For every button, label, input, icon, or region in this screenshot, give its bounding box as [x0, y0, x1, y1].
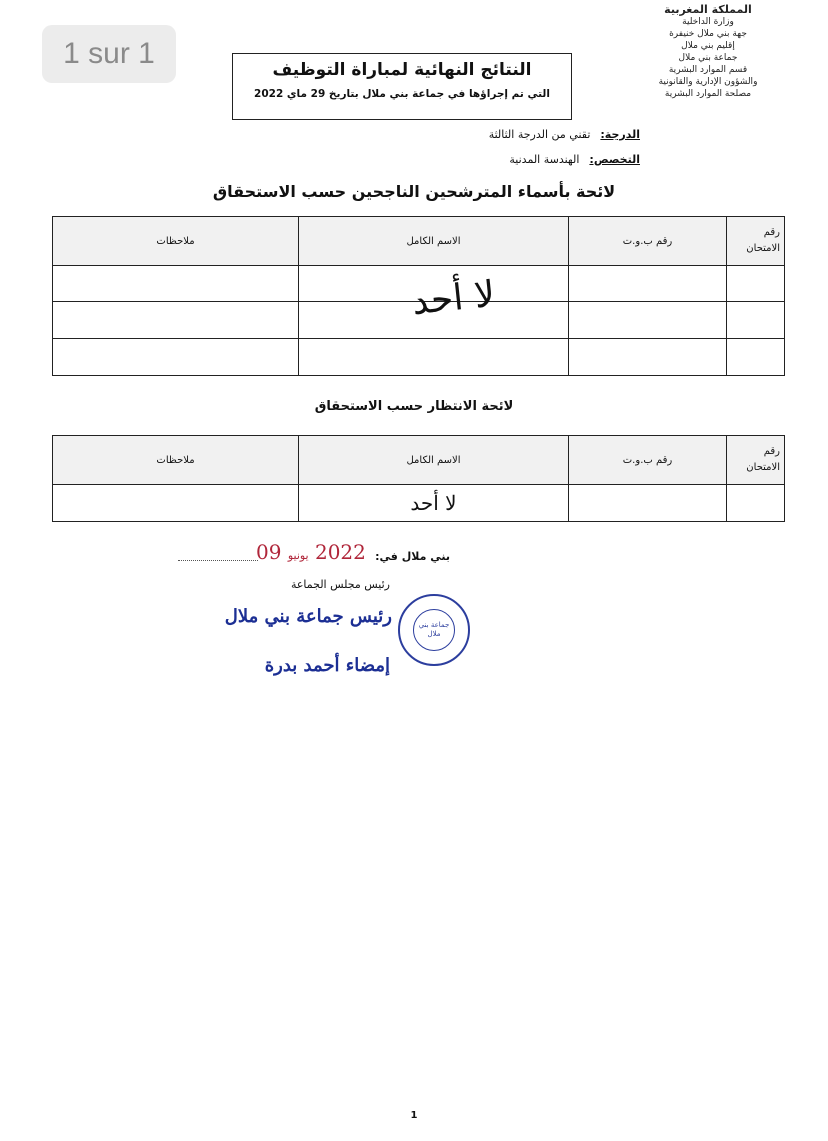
letterhead-line: وزارة الداخلية: [682, 17, 734, 27]
date-day: 09: [256, 540, 282, 564]
document-subtitle: التي تم إجراؤها في جماعة بني ملال بتاريخ 29 ماي 2022: [254, 88, 550, 100]
column-header: ملاحظات: [53, 436, 299, 485]
specialty-label: التخصص:: [589, 153, 640, 166]
column-header: رقم ب.و.ت: [569, 217, 727, 266]
waiting-list-heading: لائحة الانتظار حسب الاستحقاق: [314, 399, 514, 414]
page-number: 1: [410, 1110, 418, 1121]
grade-label: الدرجة:: [600, 128, 640, 141]
column-header: الاسم الكامل: [299, 217, 569, 266]
letterhead-line: جهة بني ملال خنيفرة: [669, 29, 747, 39]
table-row: [53, 339, 785, 376]
letterhead-line: مصلحة الموارد البشرية: [664, 89, 752, 99]
letterhead-line: والشؤون الإدارية والقانونية: [658, 77, 758, 87]
grade-line: [489, 128, 640, 141]
date-year: 2022: [314, 540, 366, 564]
letterhead-line: إقليم بني ملال: [681, 41, 735, 51]
column-header: ملاحظات: [53, 217, 299, 266]
signature-name-line: رئيس جماعة بني ملال: [224, 606, 392, 627]
specialty-value: الهندسة المدنية: [509, 153, 580, 166]
specialty-line: [509, 153, 640, 166]
table-row: [53, 485, 785, 522]
column-header: رقم الامتحان: [727, 436, 785, 485]
signatory-title: رئيس مجلس الجماعة: [290, 578, 390, 591]
stamp-text: جماعة بني ملال: [413, 609, 455, 651]
table-header-row: [53, 217, 785, 266]
grade-value: تقني من الدرجة الثالثة: [488, 128, 591, 141]
date-month: يونيو: [287, 549, 309, 562]
table-header-row: [53, 436, 785, 485]
title-box: [232, 53, 572, 120]
column-header: رقم الامتحان: [727, 217, 785, 266]
handwritten-date: [256, 540, 366, 564]
document-title: النتائج النهائية لمباراة التوظيف: [272, 60, 532, 80]
official-stamp: [398, 594, 470, 666]
dotted-line: [178, 560, 258, 561]
none-handwritten: لا أحد: [410, 273, 498, 324]
column-header: رقم ب.و.ت: [569, 436, 727, 485]
letterhead: [618, 4, 798, 100]
successful-list-heading: لائحة بأسماء المترشحين الناجحين حسب الاستحقاق: [212, 182, 616, 201]
letterhead-line: جماعة بني ملال: [678, 53, 738, 63]
place-label: بني ملال في:: [375, 550, 450, 563]
page-indicator: 1 sur 1: [42, 25, 176, 83]
waiting-list-table: [52, 435, 785, 522]
letterhead-line: قسم الموارد البشرية: [668, 65, 748, 75]
none-handwritten: لا أحد: [299, 485, 569, 522]
signature-signed-by: إمضاء أحمد بدرة: [264, 655, 390, 676]
column-header: الاسم الكامل: [299, 436, 569, 485]
letterhead-line: المملكة المغربية: [664, 3, 752, 16]
